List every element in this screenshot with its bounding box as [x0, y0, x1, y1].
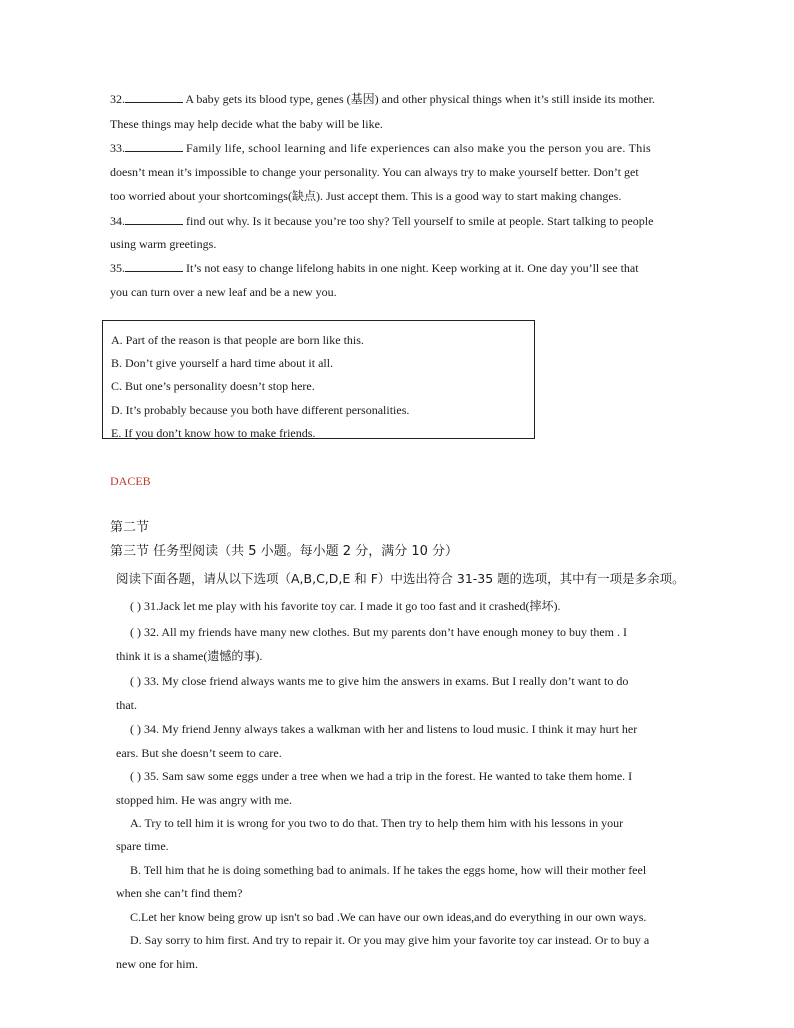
task-option-d-line2: new one for him.	[116, 957, 198, 971]
task-q33-line1: ( ) 33. My close friend always wants me to give him the answers in exams. But I really don’t want to do	[130, 674, 629, 688]
section-title: 第三节 任务型阅读（共 5 小题。每小题 2 分，满分 10 分）	[110, 544, 459, 559]
options-box	[102, 320, 535, 439]
q32-line2: These things may help decide what the baby will be like.	[110, 117, 383, 131]
task-q33-line2: that.	[116, 698, 137, 712]
q35-line2: you can turn over a new leaf and be a new you.	[110, 285, 337, 299]
answer-blank[interactable]	[125, 91, 183, 103]
task-q34-line1: ( ) 34. My friend Jenny always takes a walkman with her and listens to loud music. I think it may hurt her	[130, 722, 638, 736]
task-q31: ( ) 31.Jack let me play with his favorite toy car. I made it go too fast and it crashed(摔坏).	[130, 599, 561, 613]
task-q35-line1: ( ) 35. Sam saw some eggs under a tree when we had a trip in the forest. He wanted to take them home. I	[130, 769, 633, 783]
task-q34-line2: ears. But she doesn’t seem to care.	[116, 746, 282, 760]
section-instruction: 阅读下面各题，请从以下选项（A,B,C,D,E 和 F）中选出符合 31-35 题的选项，其中有一项是多余项。	[116, 571, 685, 586]
option-b: B. Don’t give yourself a hard time about it all.	[111, 356, 334, 370]
task-option-b-line2: when she can’t find them?	[116, 886, 243, 900]
question-number: 35.	[110, 261, 125, 275]
option-a: A. Part of the reason is that people are born like this.	[111, 333, 364, 347]
option-c: C. But one’s personality doesn’t stop here.	[111, 379, 315, 393]
task-q32-line1: ( ) 32. All my friends have many new clothes. But my parents don’t have enough money to buy them . I	[130, 625, 628, 639]
answer-blank[interactable]	[125, 140, 183, 152]
option-e: E. If you don’t know how to make friends.	[111, 426, 316, 440]
option-d: D. It’s probably because you both have different personalities.	[111, 403, 410, 417]
answer-blank[interactable]	[125, 260, 183, 272]
task-q35-line2: stopped him. He was angry with me.	[116, 793, 292, 807]
task-option-a-line1: A. Try to tell him it is wrong for you two to do that. Then try to help them him with his lessons in your	[130, 816, 624, 830]
q34-line2: using warm greetings.	[110, 237, 217, 251]
task-option-b-line1: B. Tell him that he is doing something bad to animals. If he takes the eggs home, how will their mother feel	[130, 863, 647, 877]
task-q32-line2: think it is a shame(遗憾的事).	[116, 649, 263, 663]
section-heading: 第二节	[110, 520, 150, 535]
q33-line1: 33. Family life, school learning and life experiences can also make you the person you are. This	[110, 141, 651, 155]
q34-line1: 34. find out why. Is it because you’re too shy? Tell yourself to smile at people. Start talking to people	[110, 214, 654, 228]
task-option-a-line2: spare time.	[116, 839, 169, 853]
q33-line2: doesn’t mean it’s impossible to change your personality. You can always try to make yourself better. Don’t get	[110, 165, 639, 179]
task-option-c: C.Let her know being grow up isn't so bad .We can have our own ideas,and do everything in our own ways.	[130, 910, 647, 924]
task-option-d-line1: D. Say sorry to him first. And try to repair it. Or you may give him your favorite toy car instead. Or to buy a	[130, 933, 650, 947]
q33-line3: too worried about your shortcomings(缺点). Just accept them. This is a good way to start making changes.	[110, 189, 622, 203]
answer-key: DACEB	[110, 474, 151, 488]
question-number: 33.	[110, 141, 125, 155]
question-number: 32.	[110, 92, 125, 106]
answer-blank[interactable]	[125, 213, 183, 225]
q32-line1: 32. A baby gets its blood type, genes (基因) and other physical things when it’s still inside its mother.	[110, 92, 655, 106]
q35-line1: 35. It’s not easy to change lifelong habits in one night. Keep working at it. One day you’ll see that	[110, 261, 639, 275]
question-number: 34.	[110, 214, 125, 228]
